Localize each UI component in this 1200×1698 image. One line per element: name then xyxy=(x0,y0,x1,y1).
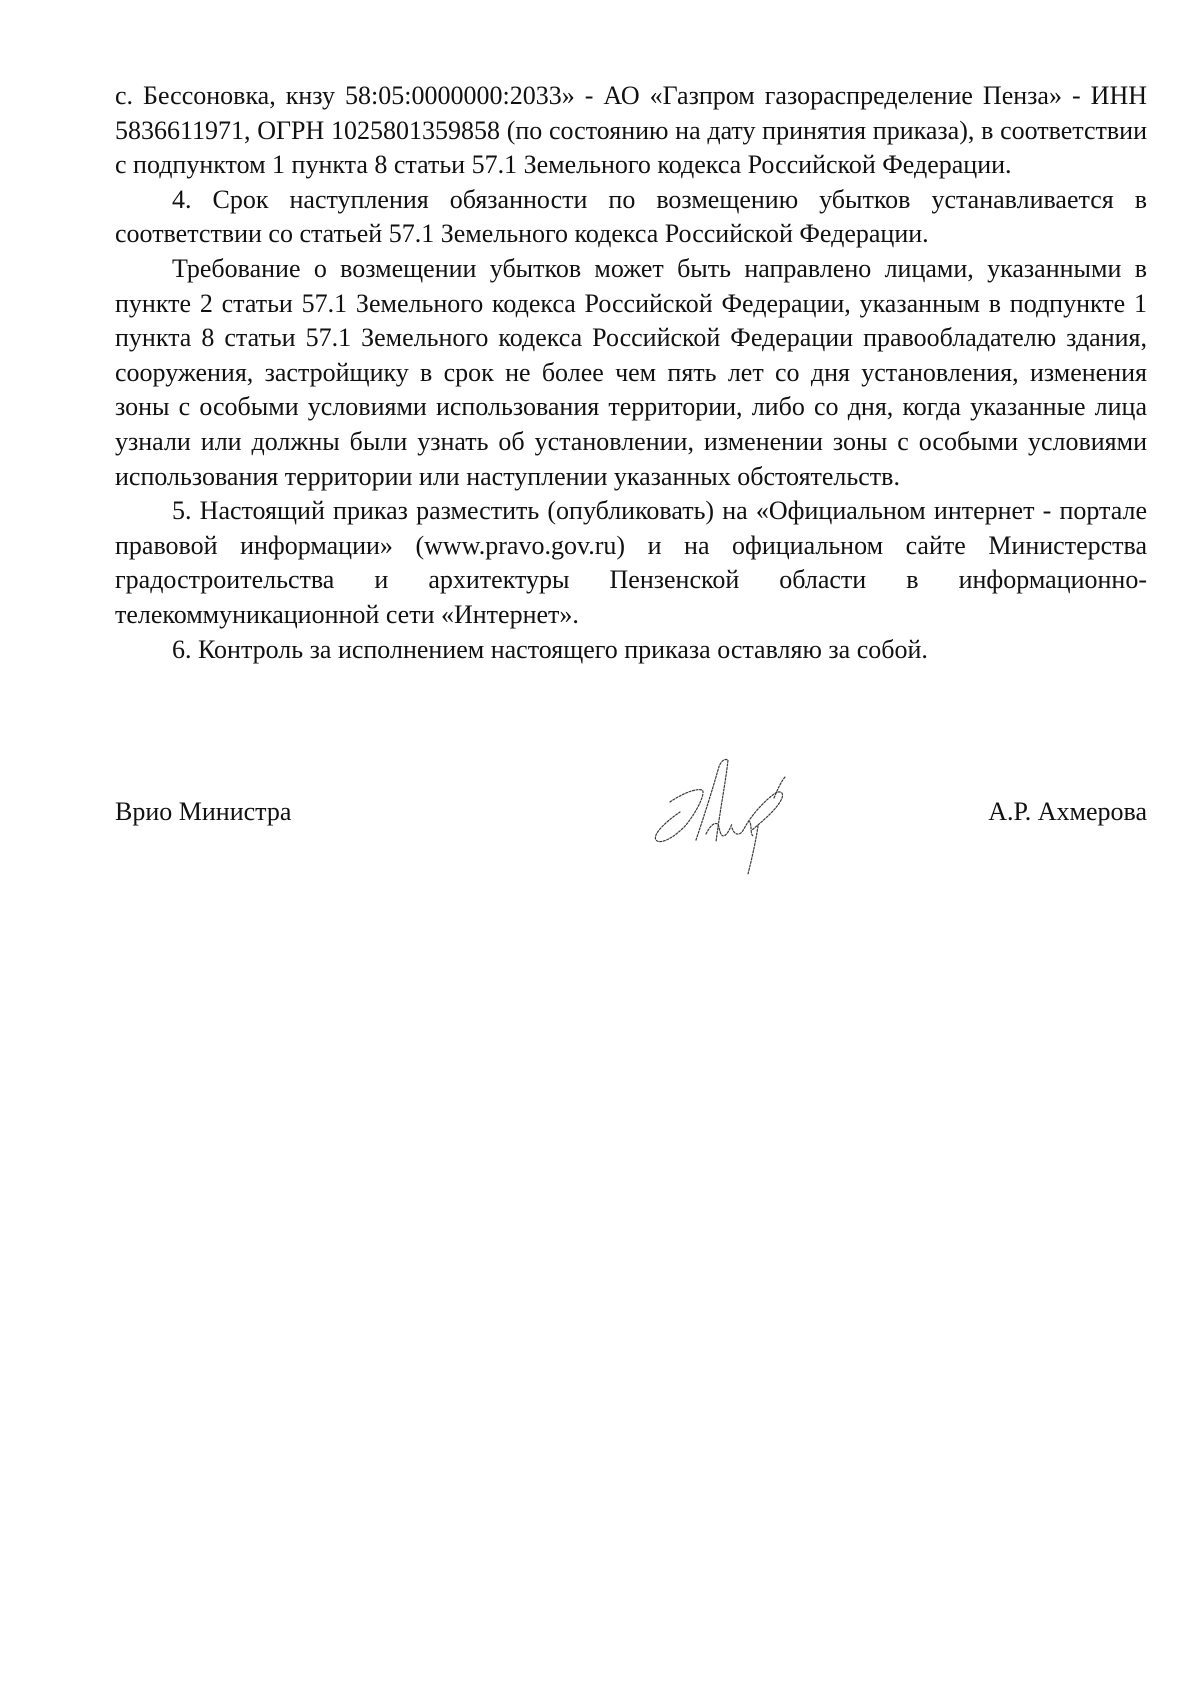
paragraph-compensation-claim: Требование о возмещении убытков может быть направлено лицами, указанными в пункте 2 статьи 57.1 Земельного кодекса Российской Федерации, указанным в подпункте 1 пункта 8 статьи 57.1 Земельного кодекса Российской Федерации правообладателю здания, сооружения, застройщику в срок не более чем пять лет со дня установления, изменения зоны с особыми условиями использования территории, либо со дня, когда указанные лица узнали или должны были узнать об установлении, изменении зоны с особыми условиями использования территории или наступлении указанных обстоятельств. xyxy=(115,253,1147,491)
paragraph-item-5: 5. Настоящий приказ разместить (опубликовать) на «Официальном интернет - портале правовой информации» (www.pravo.gov.ru) и на официальном сайте Министерства градостроительства и архитектуры Пензенской области в информационно-телекоммуникационной сети «Интернет». xyxy=(115,496,1147,629)
paragraph-item-4: 4. Срок наступления обязанности по возмещению убытков устанавливается в соответствии со статьей 57.1 Земельного кодекса Российской Федерации. xyxy=(115,184,1147,249)
handwritten-signature-icon xyxy=(640,750,810,880)
paragraph-item-6: 6. Контроль за исполнением настоящего приказа оставляю за собой. xyxy=(172,634,928,664)
signatory-name: А.Р. Ахмерова xyxy=(988,797,1147,826)
document-body xyxy=(115,79,1147,667)
signature-row xyxy=(115,795,1147,835)
paragraph-continuation: с. Бессоновка, кнзу 58:05:0000000:2033» - АО «Газпром газораспределение Пенза» - ИНН 5836611971, ОГРН 1025801359858 (по состоянию на дату принятия приказа), в соответствии с подпунктом 1 пункта 8 статьи 57.1 Земельного кодекса Российской Федерации. xyxy=(115,81,1147,180)
signatory-position: Врио Министра xyxy=(115,797,292,826)
